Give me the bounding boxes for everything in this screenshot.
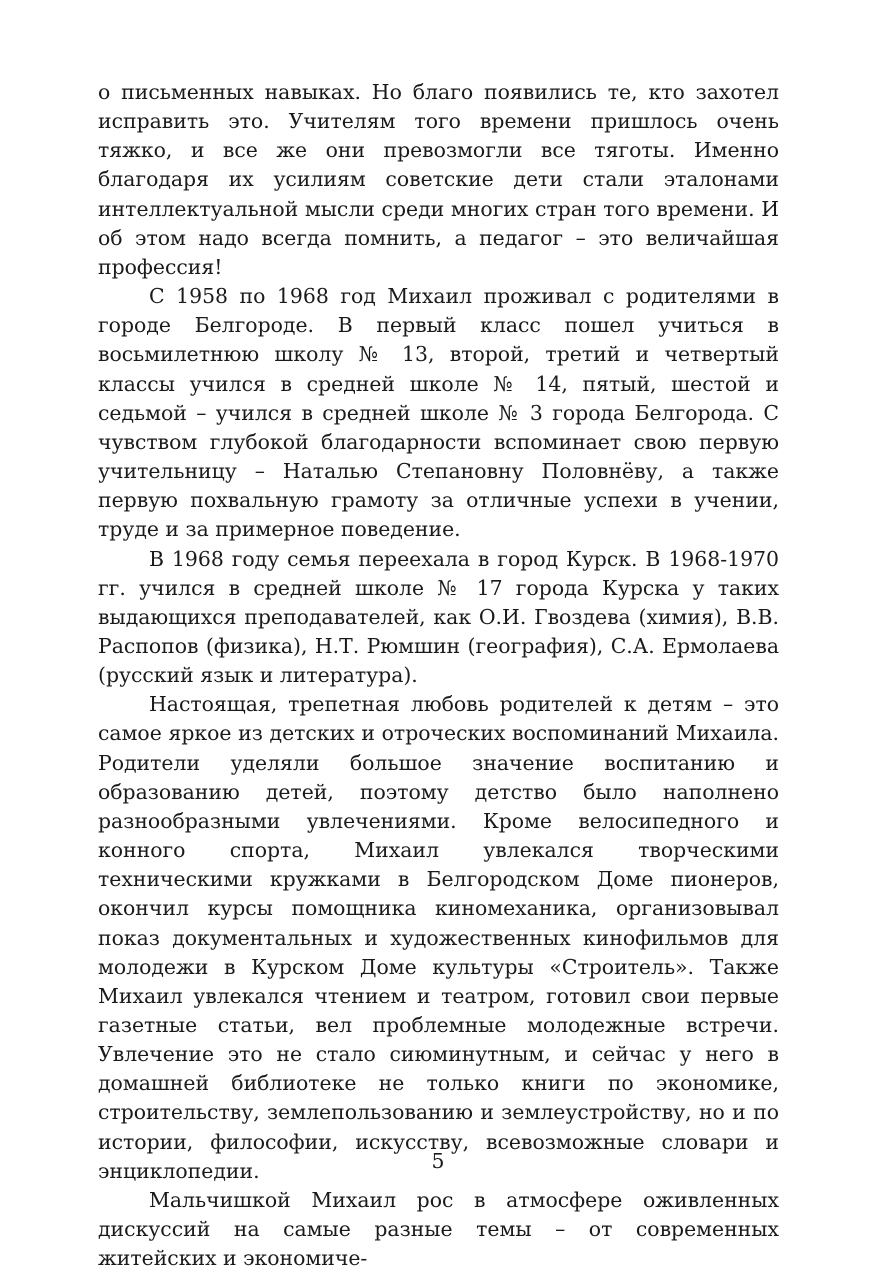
paragraph-5: Мальчишкой Михаил рос в атмосфере оживленных дискуссий на самые разные темы – от современных житейских и экономиче-	[98, 1187, 779, 1271]
page-number: 5	[431, 1149, 445, 1173]
paragraph-4: Настоящая, трепетная любовь родителей к детям – это самое яркое из детских и отроческих воспоминаний Михаила. Родители уделяли большое значение воспитанию и образованию детей, поэтому детство было наполнено разнообразными увлечениями. Кроме велосипедного и конного спорта, Михаил увлекался творческими техническими кружками в Белгородском Доме пионеров, окончил курсы помощника киномеханика, организовывал показ документальных и художественных кинофильмов для молодежи в Курском Доме культуры «Строитель». Также Михаил увлекался чтением и театром, готовил свои первые газетные статьи, вел проблемные молодежные встречи. Увлечение это не стало сиюминутным, и сейчас у него в домашней библиотеке не только книги по экономике, строительству, землепользованию и землеустройству, но и по истории, философии, искусству, всевозможные словари и энциклопедии.	[98, 692, 779, 1183]
document-body	[98, 78, 779, 1273]
paragraph-1: о письменных навыках. Но благо появились те, кто захотел исправить это. Учителям того времени пришлось очень тяжко, и все же они превозмогли все тяготы. Именно благодаря их усилиям советские дети стали эталонами интеллектуальной мысли среди многих стран того времени. И об этом надо всегда помнить, а педагог – это величайшая профессия!	[98, 80, 779, 279]
paragraph-3: В 1968 году семья переехала в город Курск. В 1968-1970 гг. учился в средней школе № 17 города Курска у таких выдающихся преподавателей, как О.И. Гвоздева (химия), В.В. Распопов (физика), Н.Т. Рюмшин (география), С.А. Ермолаева (русский язык и литература).	[98, 546, 779, 688]
paragraph-2: С 1958 по 1968 год Михаил проживал с родителями в городе Белгороде. В первый класс пошел учиться в восьмилетнюю школу № 13, второй, третий и четвертый классы учился в средней школе № 14, пятый, шестой и седьмой – учился в средней школе № 3 города Белгорода. С чувством глубокой благодарности вспоминает свою первую учительницу – Наталью Степановну Половнёву, а также первую похвальную грамоту за отличные успехи в учении, труде и за примерное поведение.	[98, 284, 779, 542]
